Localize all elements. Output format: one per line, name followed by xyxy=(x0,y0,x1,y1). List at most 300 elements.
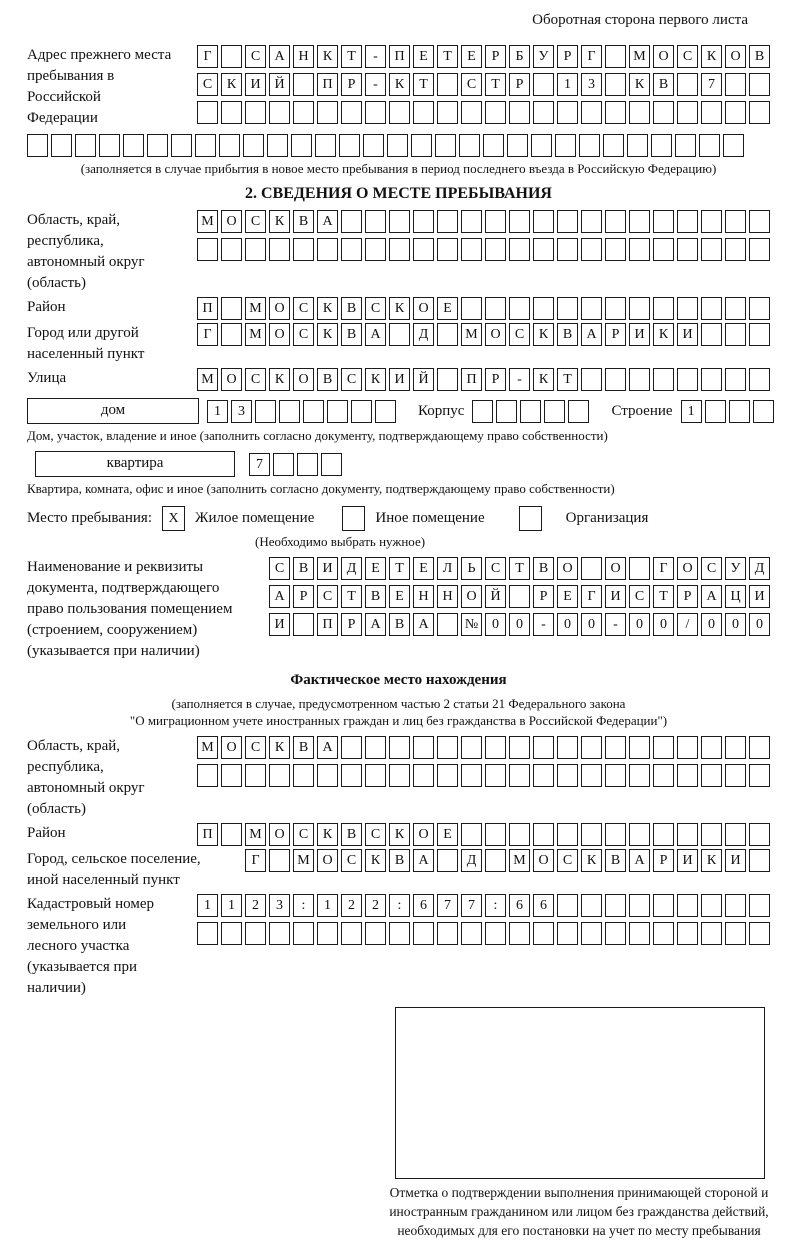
char-cell[interactable] xyxy=(677,210,698,233)
char-cell[interactable] xyxy=(221,323,242,346)
char-cell[interactable]: 0 xyxy=(557,613,578,636)
char-cell[interactable]: 2 xyxy=(341,894,362,917)
char-cell[interactable] xyxy=(581,823,602,846)
char-cell[interactable]: П xyxy=(461,368,482,391)
char-cell[interactable]: Т xyxy=(485,73,506,96)
char-cell[interactable] xyxy=(315,134,336,157)
char-cell[interactable]: Р xyxy=(509,73,530,96)
char-cell[interactable] xyxy=(293,73,314,96)
char-cell[interactable]: А xyxy=(365,323,386,346)
char-cell[interactable] xyxy=(461,238,482,261)
char-cell[interactable] xyxy=(533,922,554,945)
char-cell[interactable] xyxy=(269,764,290,787)
char-cell[interactable] xyxy=(341,764,362,787)
char-cell[interactable]: Г xyxy=(581,45,602,68)
char-cell[interactable] xyxy=(557,297,578,320)
char-cell[interactable]: - xyxy=(533,613,554,636)
char-cell[interactable]: Й xyxy=(413,368,434,391)
char-cell[interactable] xyxy=(629,764,650,787)
char-cell[interactable] xyxy=(197,101,218,124)
char-cell[interactable] xyxy=(387,134,408,157)
char-cell[interactable] xyxy=(243,134,264,157)
char-cell[interactable]: Р xyxy=(341,73,362,96)
char-cell[interactable]: 1 xyxy=(207,400,228,423)
char-cell[interactable]: К xyxy=(653,323,674,346)
char-cell[interactable]: О xyxy=(317,849,338,872)
char-cell[interactable] xyxy=(653,101,674,124)
char-cell[interactable]: Р xyxy=(653,849,674,872)
char-cell[interactable]: А xyxy=(317,210,338,233)
char-cell[interactable]: Т xyxy=(341,585,362,608)
char-cell[interactable] xyxy=(677,297,698,320)
char-cell[interactable]: Т xyxy=(509,557,530,580)
char-cell[interactable]: К xyxy=(389,823,410,846)
char-cell[interactable] xyxy=(389,922,410,945)
char-cell[interactable]: О xyxy=(653,45,674,68)
char-cell[interactable]: 0 xyxy=(629,613,650,636)
char-cell[interactable] xyxy=(437,613,458,636)
char-cell[interactable] xyxy=(725,73,746,96)
char-cell[interactable]: А xyxy=(269,585,290,608)
char-cell[interactable] xyxy=(533,736,554,759)
char-cell[interactable] xyxy=(629,922,650,945)
char-cell[interactable] xyxy=(653,736,674,759)
char-cell[interactable] xyxy=(413,210,434,233)
char-cell[interactable]: 0 xyxy=(485,613,506,636)
char-cell[interactable] xyxy=(701,368,722,391)
char-cell[interactable] xyxy=(317,101,338,124)
char-cell[interactable] xyxy=(725,368,746,391)
char-cell[interactable] xyxy=(461,922,482,945)
char-cell[interactable] xyxy=(749,210,770,233)
char-cell[interactable]: 1 xyxy=(557,73,578,96)
char-cell[interactable] xyxy=(581,368,602,391)
char-cell[interactable] xyxy=(147,134,168,157)
char-cell[interactable]: К xyxy=(269,368,290,391)
char-cell[interactable] xyxy=(269,238,290,261)
char-cell[interactable]: Р xyxy=(677,585,698,608)
char-cell[interactable]: А xyxy=(701,585,722,608)
char-cell[interactable]: А xyxy=(413,613,434,636)
char-cell[interactable] xyxy=(653,823,674,846)
char-cell[interactable] xyxy=(725,894,746,917)
char-cell[interactable] xyxy=(293,764,314,787)
char-cell[interactable]: К xyxy=(317,323,338,346)
char-cell[interactable]: С xyxy=(557,849,578,872)
char-cell[interactable]: К xyxy=(317,45,338,68)
char-cell[interactable]: И xyxy=(629,323,650,346)
char-cell[interactable] xyxy=(27,134,48,157)
char-cell[interactable] xyxy=(509,823,530,846)
char-cell[interactable]: И xyxy=(269,613,290,636)
char-cell[interactable]: 0 xyxy=(749,613,770,636)
char-cell[interactable] xyxy=(653,368,674,391)
char-cell[interactable]: 7 xyxy=(437,894,458,917)
char-cell[interactable] xyxy=(51,134,72,157)
char-cell[interactable] xyxy=(544,400,565,423)
stay-place-other-checkbox[interactable] xyxy=(342,506,365,531)
char-cell[interactable]: М xyxy=(629,45,650,68)
char-cell[interactable]: - xyxy=(605,613,626,636)
char-cell[interactable]: К xyxy=(581,849,602,872)
char-cell[interactable]: М xyxy=(293,849,314,872)
char-cell[interactable] xyxy=(557,823,578,846)
char-cell[interactable]: К xyxy=(629,73,650,96)
char-cell[interactable] xyxy=(581,297,602,320)
char-cell[interactable] xyxy=(725,823,746,846)
char-cell[interactable] xyxy=(459,134,480,157)
char-cell[interactable]: К xyxy=(533,368,554,391)
char-cell[interactable]: - xyxy=(365,73,386,96)
char-cell[interactable] xyxy=(291,134,312,157)
char-cell[interactable]: К xyxy=(221,73,242,96)
char-cell[interactable] xyxy=(605,238,626,261)
char-cell[interactable]: К xyxy=(317,823,338,846)
char-cell[interactable] xyxy=(749,736,770,759)
char-cell[interactable]: Р xyxy=(485,45,506,68)
char-cell[interactable]: Ь xyxy=(461,557,482,580)
char-cell[interactable]: : xyxy=(485,894,506,917)
char-cell[interactable]: Е xyxy=(557,585,578,608)
char-cell[interactable] xyxy=(485,922,506,945)
char-cell[interactable]: В xyxy=(293,210,314,233)
char-cell[interactable] xyxy=(197,238,218,261)
char-cell[interactable]: О xyxy=(221,210,242,233)
char-cell[interactable]: К xyxy=(365,368,386,391)
stay-place-residential-checkbox[interactable]: X xyxy=(162,506,185,531)
char-cell[interactable] xyxy=(269,922,290,945)
char-cell[interactable] xyxy=(221,45,242,68)
char-cell[interactable]: С xyxy=(269,557,290,580)
char-cell[interactable] xyxy=(677,823,698,846)
char-cell[interactable] xyxy=(629,238,650,261)
char-cell[interactable]: Т xyxy=(557,368,578,391)
char-cell[interactable]: О xyxy=(557,557,578,580)
char-cell[interactable] xyxy=(749,849,770,872)
char-cell[interactable] xyxy=(701,210,722,233)
char-cell[interactable]: И xyxy=(677,323,698,346)
char-cell[interactable]: Е xyxy=(389,585,410,608)
char-cell[interactable] xyxy=(195,134,216,157)
char-cell[interactable] xyxy=(293,613,314,636)
char-cell[interactable] xyxy=(245,238,266,261)
char-cell[interactable]: Р xyxy=(341,613,362,636)
char-cell[interactable] xyxy=(411,134,432,157)
char-cell[interactable] xyxy=(389,238,410,261)
char-cell[interactable] xyxy=(749,323,770,346)
char-cell[interactable] xyxy=(753,400,774,423)
char-cell[interactable] xyxy=(509,922,530,945)
char-cell[interactable] xyxy=(603,134,624,157)
char-cell[interactable] xyxy=(605,101,626,124)
char-cell[interactable]: М xyxy=(245,823,266,846)
char-cell[interactable] xyxy=(629,297,650,320)
char-cell[interactable] xyxy=(293,238,314,261)
char-cell[interactable]: 3 xyxy=(269,894,290,917)
char-cell[interactable] xyxy=(437,238,458,261)
char-cell[interactable] xyxy=(629,823,650,846)
char-cell[interactable] xyxy=(725,922,746,945)
char-cell[interactable] xyxy=(677,894,698,917)
char-cell[interactable] xyxy=(605,297,626,320)
char-cell[interactable] xyxy=(701,323,722,346)
char-cell[interactable]: О xyxy=(221,368,242,391)
char-cell[interactable] xyxy=(509,585,530,608)
char-cell[interactable]: О xyxy=(605,557,626,580)
char-cell[interactable]: В xyxy=(341,823,362,846)
char-cell[interactable]: 1 xyxy=(317,894,338,917)
char-cell[interactable]: : xyxy=(389,894,410,917)
char-cell[interactable] xyxy=(437,101,458,124)
char-cell[interactable] xyxy=(435,134,456,157)
char-cell[interactable]: Д xyxy=(341,557,362,580)
char-cell[interactable]: Г xyxy=(245,849,266,872)
char-cell[interactable] xyxy=(677,368,698,391)
char-cell[interactable] xyxy=(341,238,362,261)
char-cell[interactable]: К xyxy=(269,210,290,233)
char-cell[interactable] xyxy=(605,736,626,759)
char-cell[interactable]: В xyxy=(605,849,626,872)
char-cell[interactable] xyxy=(749,894,770,917)
char-cell[interactable] xyxy=(533,297,554,320)
char-cell[interactable] xyxy=(221,823,242,846)
char-cell[interactable]: М xyxy=(461,323,482,346)
char-cell[interactable]: Ц xyxy=(725,585,746,608)
char-cell[interactable]: О xyxy=(677,557,698,580)
char-cell[interactable]: Л xyxy=(437,557,458,580)
char-cell[interactable]: В xyxy=(317,368,338,391)
char-cell[interactable] xyxy=(629,736,650,759)
char-cell[interactable] xyxy=(461,210,482,233)
char-cell[interactable]: 0 xyxy=(653,613,674,636)
char-cell[interactable]: М xyxy=(509,849,530,872)
char-cell[interactable]: 1 xyxy=(197,894,218,917)
char-cell[interactable]: Е xyxy=(413,557,434,580)
char-cell[interactable] xyxy=(581,101,602,124)
char-cell[interactable] xyxy=(341,210,362,233)
char-cell[interactable] xyxy=(579,134,600,157)
char-cell[interactable]: А xyxy=(365,613,386,636)
char-cell[interactable]: 0 xyxy=(701,613,722,636)
char-cell[interactable]: С xyxy=(461,73,482,96)
char-cell[interactable] xyxy=(197,922,218,945)
char-cell[interactable]: О xyxy=(533,849,554,872)
char-cell[interactable]: 6 xyxy=(509,894,530,917)
char-cell[interactable]: В xyxy=(389,613,410,636)
char-cell[interactable] xyxy=(483,134,504,157)
char-cell[interactable] xyxy=(677,922,698,945)
char-cell[interactable]: И xyxy=(605,585,626,608)
char-cell[interactable] xyxy=(245,101,266,124)
char-cell[interactable]: А xyxy=(581,323,602,346)
char-cell[interactable] xyxy=(605,210,626,233)
char-cell[interactable]: М xyxy=(197,368,218,391)
char-cell[interactable] xyxy=(437,736,458,759)
char-cell[interactable] xyxy=(605,922,626,945)
char-cell[interactable]: С xyxy=(317,585,338,608)
char-cell[interactable]: В xyxy=(557,323,578,346)
char-cell[interactable] xyxy=(699,134,720,157)
char-cell[interactable] xyxy=(557,764,578,787)
char-cell[interactable]: М xyxy=(245,323,266,346)
char-cell[interactable]: К xyxy=(701,849,722,872)
char-cell[interactable]: Н xyxy=(437,585,458,608)
char-cell[interactable] xyxy=(677,764,698,787)
char-cell[interactable]: Е xyxy=(365,557,386,580)
char-cell[interactable] xyxy=(485,849,506,872)
char-cell[interactable]: - xyxy=(365,45,386,68)
char-cell[interactable]: К xyxy=(269,736,290,759)
char-cell[interactable] xyxy=(749,764,770,787)
char-cell[interactable]: С xyxy=(293,323,314,346)
char-cell[interactable]: В xyxy=(533,557,554,580)
char-cell[interactable] xyxy=(653,210,674,233)
char-cell[interactable] xyxy=(509,736,530,759)
char-cell[interactable]: В xyxy=(749,45,770,68)
char-cell[interactable] xyxy=(99,134,120,157)
char-cell[interactable] xyxy=(75,134,96,157)
char-cell[interactable] xyxy=(507,134,528,157)
char-cell[interactable] xyxy=(221,922,242,945)
char-cell[interactable] xyxy=(485,238,506,261)
char-cell[interactable] xyxy=(555,134,576,157)
char-cell[interactable]: А xyxy=(629,849,650,872)
char-cell[interactable]: № xyxy=(461,613,482,636)
char-cell[interactable]: Р xyxy=(557,45,578,68)
char-cell[interactable] xyxy=(701,823,722,846)
char-cell[interactable] xyxy=(363,134,384,157)
char-cell[interactable]: Й xyxy=(485,585,506,608)
char-cell[interactable]: Е xyxy=(437,823,458,846)
char-cell[interactable] xyxy=(485,736,506,759)
char-cell[interactable]: П xyxy=(197,297,218,320)
char-cell[interactable]: С xyxy=(245,210,266,233)
char-cell[interactable] xyxy=(413,238,434,261)
char-cell[interactable]: Г xyxy=(653,557,674,580)
char-cell[interactable]: Е xyxy=(461,45,482,68)
char-cell[interactable] xyxy=(581,210,602,233)
char-cell[interactable] xyxy=(581,736,602,759)
char-cell[interactable] xyxy=(701,297,722,320)
char-cell[interactable]: С xyxy=(341,849,362,872)
char-cell[interactable]: О xyxy=(461,585,482,608)
char-cell[interactable] xyxy=(293,101,314,124)
char-cell[interactable]: 0 xyxy=(725,613,746,636)
char-cell[interactable]: С xyxy=(485,557,506,580)
char-cell[interactable] xyxy=(221,297,242,320)
char-cell[interactable]: Р xyxy=(293,585,314,608)
char-cell[interactable] xyxy=(221,238,242,261)
char-cell[interactable] xyxy=(605,73,626,96)
char-cell[interactable]: С xyxy=(245,368,266,391)
char-cell[interactable]: Е xyxy=(437,297,458,320)
char-cell[interactable]: Н xyxy=(293,45,314,68)
char-cell[interactable]: Б xyxy=(509,45,530,68)
char-cell[interactable]: С xyxy=(629,585,650,608)
char-cell[interactable]: Н xyxy=(413,585,434,608)
char-cell[interactable] xyxy=(317,764,338,787)
char-cell[interactable] xyxy=(581,764,602,787)
char-cell[interactable] xyxy=(389,764,410,787)
char-cell[interactable] xyxy=(341,922,362,945)
char-cell[interactable] xyxy=(461,736,482,759)
char-cell[interactable] xyxy=(389,101,410,124)
char-cell[interactable]: / xyxy=(677,613,698,636)
char-cell[interactable] xyxy=(725,764,746,787)
char-cell[interactable]: В xyxy=(653,73,674,96)
char-cell[interactable]: 7 xyxy=(461,894,482,917)
char-cell[interactable] xyxy=(533,238,554,261)
char-cell[interactable] xyxy=(749,238,770,261)
char-cell[interactable]: С xyxy=(293,823,314,846)
char-cell[interactable] xyxy=(749,297,770,320)
char-cell[interactable] xyxy=(351,400,372,423)
char-cell[interactable] xyxy=(437,849,458,872)
char-cell[interactable]: Т xyxy=(341,45,362,68)
char-cell[interactable] xyxy=(653,764,674,787)
char-cell[interactable]: С xyxy=(341,368,362,391)
char-cell[interactable] xyxy=(629,101,650,124)
char-cell[interactable] xyxy=(375,400,396,423)
char-cell[interactable]: Р xyxy=(533,585,554,608)
char-cell[interactable]: 1 xyxy=(681,400,702,423)
char-cell[interactable] xyxy=(629,368,650,391)
char-cell[interactable] xyxy=(729,400,750,423)
char-cell[interactable] xyxy=(533,210,554,233)
char-cell[interactable]: С xyxy=(245,45,266,68)
char-cell[interactable] xyxy=(472,400,493,423)
char-cell[interactable]: Г xyxy=(581,585,602,608)
char-cell[interactable]: И xyxy=(677,849,698,872)
char-cell[interactable] xyxy=(219,134,240,157)
char-cell[interactable] xyxy=(725,323,746,346)
char-cell[interactable] xyxy=(749,73,770,96)
char-cell[interactable] xyxy=(317,238,338,261)
char-cell[interactable] xyxy=(365,922,386,945)
char-cell[interactable] xyxy=(581,557,602,580)
char-cell[interactable]: 6 xyxy=(533,894,554,917)
char-cell[interactable] xyxy=(651,134,672,157)
char-cell[interactable] xyxy=(677,73,698,96)
char-cell[interactable]: О xyxy=(485,323,506,346)
char-cell[interactable]: А xyxy=(317,736,338,759)
char-cell[interactable] xyxy=(533,101,554,124)
char-cell[interactable]: Г xyxy=(197,45,218,68)
char-cell[interactable]: В xyxy=(293,557,314,580)
char-cell[interactable]: Д xyxy=(749,557,770,580)
char-cell[interactable] xyxy=(701,922,722,945)
char-cell[interactable] xyxy=(653,894,674,917)
char-cell[interactable]: К xyxy=(317,297,338,320)
char-cell[interactable] xyxy=(413,736,434,759)
char-cell[interactable] xyxy=(365,210,386,233)
char-cell[interactable]: С xyxy=(197,73,218,96)
char-cell[interactable] xyxy=(653,238,674,261)
char-cell[interactable] xyxy=(293,922,314,945)
char-cell[interactable]: О xyxy=(725,45,746,68)
char-cell[interactable] xyxy=(279,400,300,423)
char-cell[interactable]: О xyxy=(269,323,290,346)
char-cell[interactable] xyxy=(509,238,530,261)
char-cell[interactable] xyxy=(557,894,578,917)
char-cell[interactable]: В xyxy=(365,585,386,608)
char-cell[interactable]: А xyxy=(413,849,434,872)
char-cell[interactable] xyxy=(485,823,506,846)
char-cell[interactable]: С xyxy=(677,45,698,68)
char-cell[interactable] xyxy=(629,557,650,580)
char-cell[interactable] xyxy=(245,922,266,945)
char-cell[interactable]: П xyxy=(317,73,338,96)
